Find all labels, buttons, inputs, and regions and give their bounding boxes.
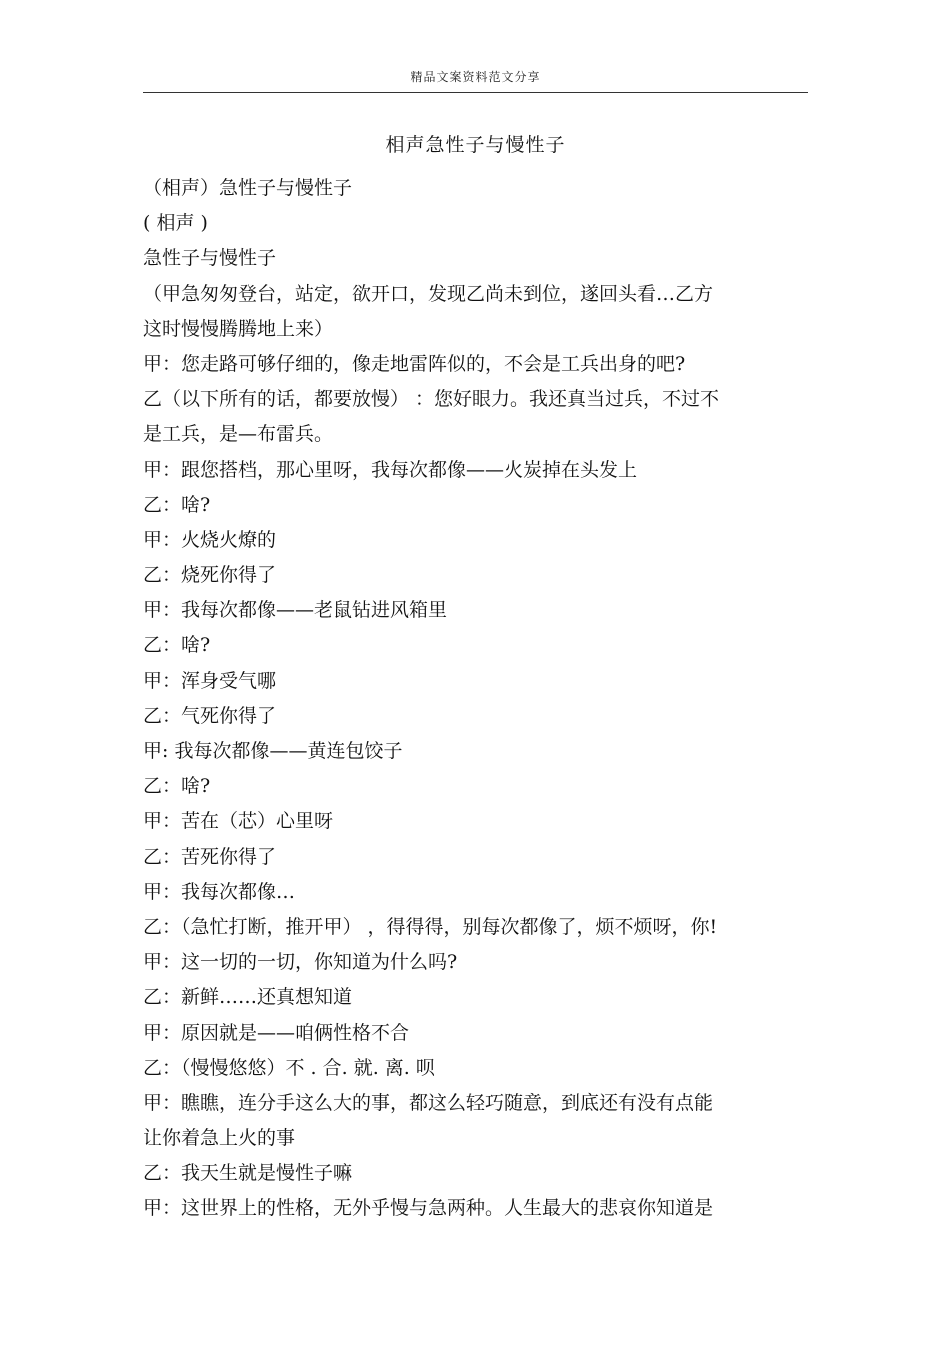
text-line: 甲：跟您搭档，那心里呀，我每次都像——火炭掉在头发上	[143, 458, 638, 481]
text-line: 甲：浑身受气哪	[143, 669, 277, 692]
text-line: 乙：烧死你得了	[143, 564, 277, 587]
text-line: 乙：啥?	[143, 634, 211, 657]
text-line: 甲：火烧火燎的	[143, 528, 277, 551]
text-line: 是工兵，是—布雷兵。	[143, 423, 334, 446]
text-line: 甲：这一切的一切，你知道为什么吗?	[143, 951, 458, 974]
text-line: 甲：苦在（芯）心里呀	[143, 810, 334, 833]
text-line: 乙：啥?	[143, 493, 211, 516]
text-line: 甲: 我每次都像——黄连包饺子	[143, 740, 403, 762]
text-line: 让你着急上火的事	[143, 1127, 296, 1150]
text-line: 甲：这世界上的性格，无外乎慢与急两种。人生最大的悲哀你知道是	[143, 1197, 714, 1220]
text-line: 乙：苦死你得了	[143, 845, 277, 868]
text-line: 乙（以下所有的话，都要放慢） ：您好眼力。我还真当过兵，不过不	[143, 388, 720, 411]
text-line: 乙：（慢慢悠悠）不 . 合. 就. 离. 呗	[143, 1056, 435, 1079]
text-line: 乙：（急忙打断，推开甲） ，得得得，别每次都像了，烦不烦呀，你!	[143, 915, 718, 938]
text-line: （相声）急性子与慢性子	[143, 177, 353, 199]
text-line: 这时慢慢腾腾地上来）	[143, 317, 334, 340]
document-body	[143, 171, 793, 1227]
text-line: 乙：气死你得了	[143, 704, 277, 727]
text-line: ( 相声 )	[143, 212, 208, 235]
text-line: 甲：我每次都像——老鼠钻进风箱里	[143, 599, 448, 622]
text-line: 甲：您走路可够仔细的，像走地雷阵似的，不会是工兵出身的吧?	[143, 352, 686, 375]
text-line: 急性子与慢性子	[143, 247, 277, 270]
text-line: 乙：新鲜……还真想知道	[143, 986, 353, 1009]
text-line: 甲：我每次都像…	[143, 880, 296, 903]
text-line: 乙：啥?	[143, 775, 211, 798]
header-divider	[143, 92, 808, 93]
text-line: 甲：原因就是——咱俩性格不合	[143, 1021, 410, 1044]
text-line: 甲：瞧瞧，连分手这么大的事，都这么轻巧随意，到底还有没有点能	[143, 1091, 714, 1114]
text-line: 乙：我天生就是慢性子嘛	[143, 1162, 353, 1185]
text-line: （甲急匆匆登台，站定，欲开口，发现乙尚未到位，遂回头看…乙方	[143, 282, 714, 305]
page-header: 精品文案资料范文分享	[410, 70, 541, 84]
document-title: 相声急性子与慢性子	[385, 134, 566, 156]
